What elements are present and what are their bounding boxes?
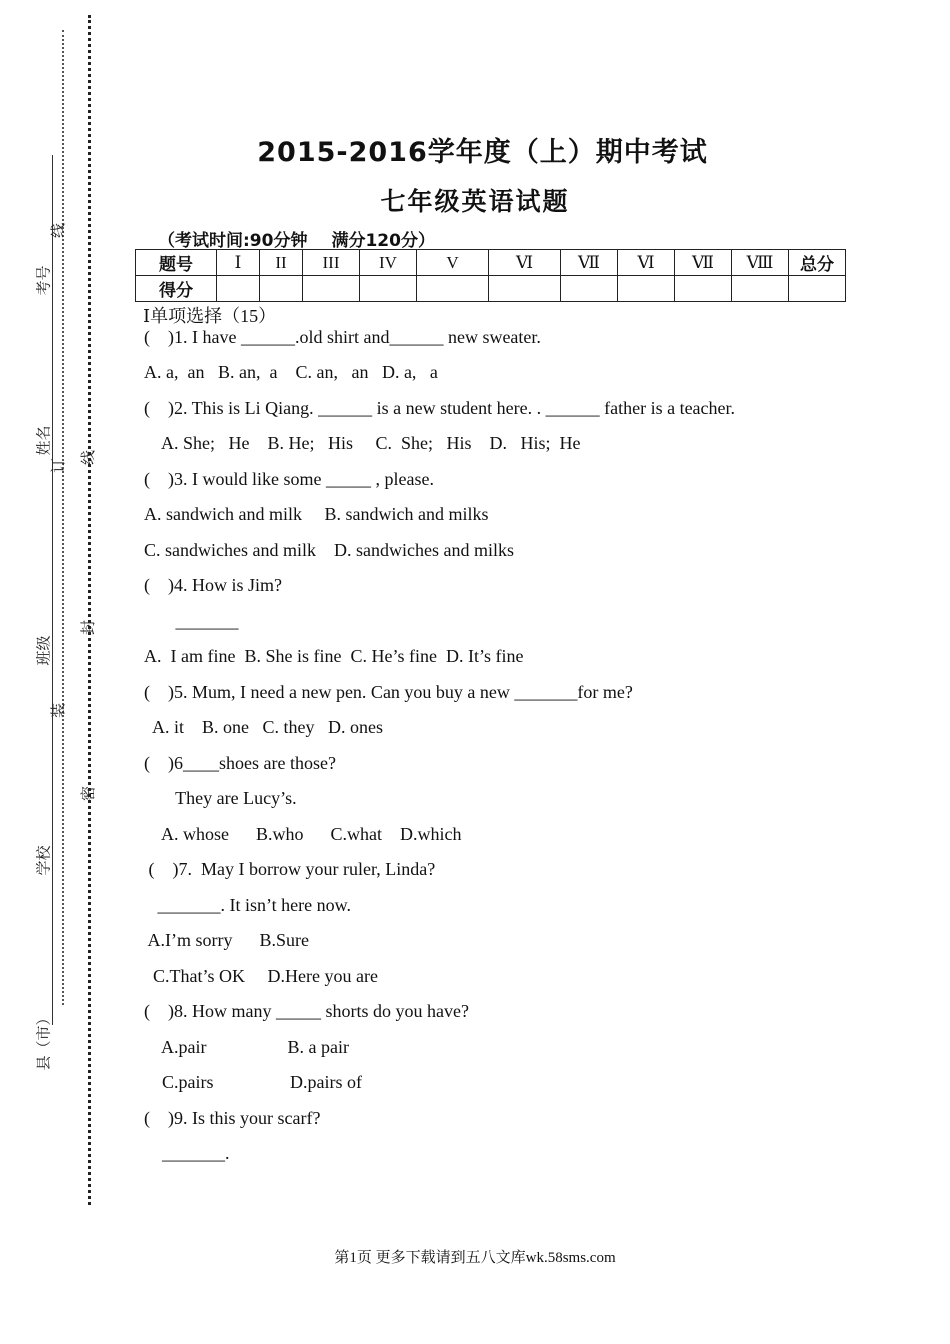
side-label-ding: 订 — [51, 457, 68, 474]
side-label-county: 县（市） — [36, 1010, 53, 1071]
question-line: ( )4. How is Jim? — [144, 575, 282, 595]
question-line: _______ — [144, 611, 239, 631]
question-line: ( )8. How many _____ shorts do you have? — [144, 1001, 469, 1021]
question-line: C.pairs D.pairs of — [144, 1072, 362, 1092]
score-cell — [561, 276, 618, 302]
question-line: C. sandwiches and milk D. sandwiches and milks — [144, 540, 514, 560]
question-line: A. sandwich and milk B. sandwich and milks — [144, 504, 489, 524]
section-title: Ⅰ单项选择（15） — [143, 306, 277, 326]
score-table-col: Ⅷ — [732, 250, 789, 276]
side-label-name: 姓名 — [36, 425, 53, 456]
score-table-col: V — [417, 250, 489, 276]
exam-title: 2015-2016学年度（上）期中考试 — [257, 137, 708, 168]
score-table-col: Ⅰ — [217, 250, 260, 276]
question-line: ( )1. I have ______.old shirt and______ new sweater. — [144, 327, 541, 347]
exam-time: （考试时间:90分钟 — [158, 231, 308, 251]
exam-full-score: 满分120分） — [331, 231, 435, 251]
score-table-col: III — [303, 250, 360, 276]
side-label-exam-number: 考号 — [36, 265, 53, 296]
question-line: _______. It isn’t here now. — [144, 895, 351, 915]
question-line: ( )6____shoes are those? — [144, 753, 336, 773]
score-cell — [732, 276, 789, 302]
score-table-col: Ⅶ — [675, 250, 732, 276]
score-cell — [618, 276, 675, 302]
question-line: They are Lucy’s. — [144, 788, 297, 808]
score-table-row-label: 得分 — [136, 276, 217, 302]
page-footer: 第1页 更多下载请到五八文库wk.58sms.com — [334, 1250, 616, 1266]
question-line: A.pair B. a pair — [144, 1037, 349, 1057]
question-line: ( )5. Mum, I need a new pen. Can you buy a new _______for me? — [144, 682, 633, 702]
score-cell — [217, 276, 260, 302]
score-table-col: Ⅵ — [618, 250, 675, 276]
score-table-col: Ⅶ — [561, 250, 618, 276]
score-table-score-row — [136, 276, 846, 302]
exam-subtitle: 七年级英语试题 — [380, 187, 570, 216]
side-label-feng: 封 — [81, 619, 98, 636]
question-line: _______. — [144, 1143, 230, 1163]
score-cell — [303, 276, 360, 302]
score-table-col: Ⅵ — [489, 250, 561, 276]
score-cell — [417, 276, 489, 302]
question-line: A. whose B.who C.what D.which — [144, 824, 462, 844]
binding-dotted-line-inner — [62, 30, 64, 1005]
exam-info — [158, 226, 459, 251]
side-label-zhuang: 装 — [51, 702, 68, 719]
side-label-line-top: 线 — [51, 222, 68, 239]
score-table-header-row — [136, 250, 846, 276]
score-cell — [360, 276, 417, 302]
question-line: C.That’s OK D.Here you are — [144, 966, 378, 986]
score-cell — [789, 276, 846, 302]
side-label-mi: 密 — [81, 785, 98, 802]
question-line: A. a, an B. an, a C. an, an D. a, a — [144, 362, 438, 382]
score-table-total-label: 总分 — [789, 250, 846, 276]
question-line: A.I’m sorry B.Sure — [144, 930, 309, 950]
score-cell — [260, 276, 303, 302]
question-line: A. She; He B. He; His C. She; His D. His; He — [144, 433, 581, 453]
question-line: ( )2. This is Li Qiang. ______ is a new student here. . ______ father is a teacher. — [144, 398, 736, 418]
question-line: A. I am fine B. She is fine C. He’s fine D. It’s fine — [144, 646, 524, 666]
score-cell — [675, 276, 732, 302]
question-line: A. it B. one C. they D. ones — [144, 717, 383, 737]
score-table — [135, 249, 846, 302]
score-table-row-label: 题号 — [136, 250, 217, 276]
score-table-col: IV — [360, 250, 417, 276]
side-label-class: 班级 — [36, 635, 53, 666]
question-line: ( )3. I would like some _____ , please. — [144, 469, 434, 489]
question-line: ( )7. May I borrow your ruler, Linda? — [144, 859, 436, 879]
score-cell — [489, 276, 561, 302]
question-line: ( )9. Is this your scarf? — [144, 1108, 321, 1128]
side-label-line-mid: 线 — [81, 449, 98, 466]
score-table-col: II — [260, 250, 303, 276]
side-label-school: 学校 — [36, 845, 53, 876]
